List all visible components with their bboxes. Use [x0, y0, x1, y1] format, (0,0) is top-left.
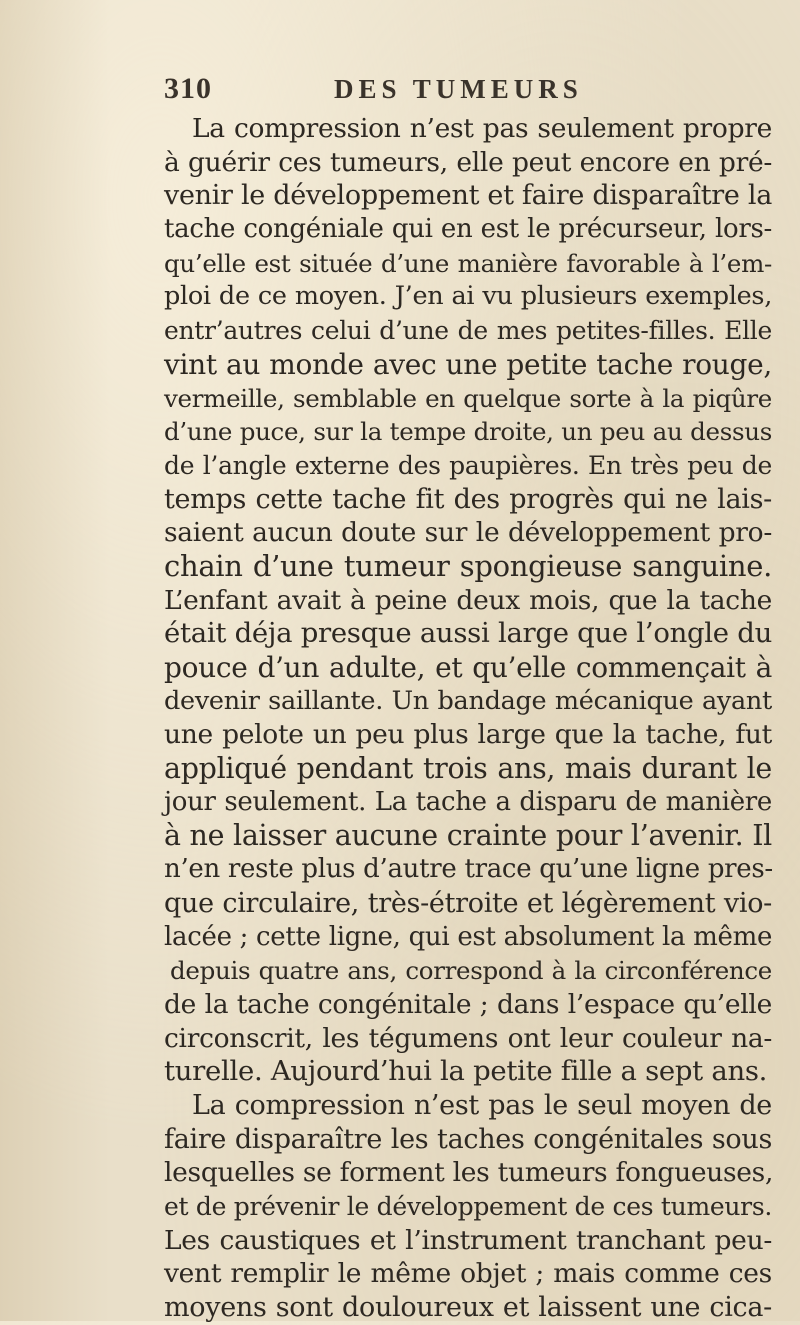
text-line: à ne laisser aucune crainte pour l’avenir. Il: [164, 819, 772, 853]
text-line: faire disparaître les taches congénitales sous: [164, 1123, 772, 1155]
text-line: circonscrit, les tégumens ont leur couleur na-: [164, 1022, 772, 1054]
text-line: vint au monde avec une petite tache rouge,: [164, 347, 772, 381]
text-line: L’enfant avait à peine deux mois, que la tache: [164, 584, 772, 616]
text-line: appliqué pendant trois ans, mais durant le: [164, 752, 772, 786]
text-line: moyens sont douloureux et laissent une cica-: [164, 1292, 772, 1324]
text-line: de la tache congénitale ; dans l’espace qu’elle: [164, 988, 772, 1020]
body-text: [164, 112, 772, 1325]
text-line: vermeille, semblable en quelque sorte à la piqûre: [164, 383, 772, 413]
text-line: saient aucun doute sur le développement pro-: [164, 517, 772, 549]
text-line: La compression n’est pas le seul moyen de: [192, 1089, 772, 1121]
text-line: entr’autres celui d’une de mes petites-filles. Elle: [164, 316, 772, 346]
text-line: depuis quatre ans, correspond à la circonférence: [170, 956, 772, 986]
text-line: tache congéniale qui en est le précurseur, lors-: [164, 214, 772, 245]
text-line: de l’angle externe des paupières. En très peu de: [164, 450, 772, 480]
text-line: jour seulement. La tache a disparu de manière: [164, 786, 772, 817]
text-line: que circulaire, très-étroite et légèrement vio-: [164, 887, 772, 919]
running-title: DES TUMEURS: [334, 74, 583, 104]
running-head: [164, 72, 768, 112]
text-line: chain d’une tumeur spongieuse sanguine.: [164, 548, 772, 583]
text-line: à guérir ces tumeurs, elle peut encore en pré-: [164, 146, 772, 178]
text-line: une pelote un peu plus large que la tache, fut: [164, 719, 772, 751]
text-line: devenir saillante. Un bandage mécanique ayant: [164, 685, 772, 716]
text-line: n’en reste plus d’autre trace qu’une ligne pres-: [164, 854, 773, 885]
text-line: La compression n’est pas seulement propre: [192, 113, 772, 144]
text-line: qu’elle est située d’une manière favorable à l’em-: [164, 248, 772, 278]
text-line: d’une puce, sur la tempe droite, un peu au dessus: [164, 417, 772, 447]
text-line: turelle. Aujourd’hui la petite fille a sept ans.: [164, 1055, 768, 1088]
page-number: 310: [164, 72, 212, 105]
text-line: ploi de ce moyen. J’en ai vu plusieurs exemples,: [164, 281, 772, 312]
text-line: temps cette tache fit des progrès qui ne lais-: [164, 483, 772, 515]
text-line: était déja presque aussi large que l’ongle du: [164, 617, 772, 650]
text-line: vent remplir le même objet ; mais comme ces: [164, 1258, 772, 1290]
text-line: lesquelles se forment les tumeurs fongueuses,: [164, 1157, 774, 1189]
text-line: Les caustiques et l’instrument tranchant peu-: [164, 1224, 772, 1256]
text-line: pouce d’un adulte, et qu’elle commençait à: [164, 651, 772, 684]
text-line: venir le développement et faire disparaître la: [164, 180, 772, 212]
text-line: et de prévenir le développement de ces tumeurs.: [164, 1192, 772, 1221]
text-line: lacée ; cette ligne, qui est absolument la même: [164, 921, 773, 952]
